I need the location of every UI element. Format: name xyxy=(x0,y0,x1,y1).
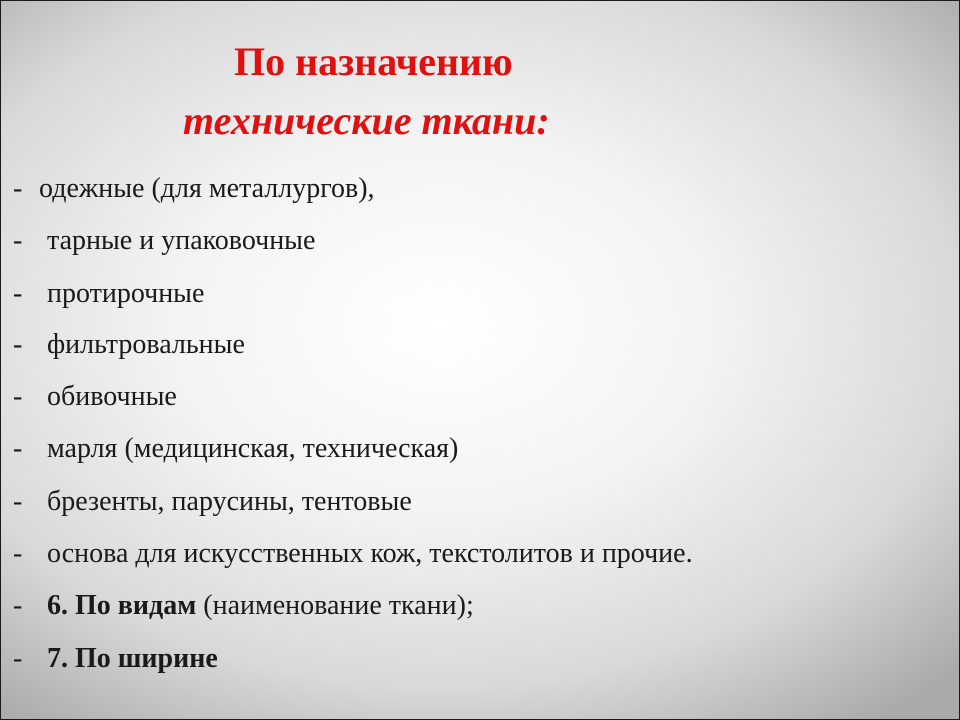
list-dash: - xyxy=(13,433,23,464)
list-dash: - xyxy=(13,278,23,309)
list-dash: - xyxy=(13,643,23,674)
list-item-text: протирочные xyxy=(47,278,205,309)
list-item-rest-text: (наименование ткани); xyxy=(196,590,474,621)
list-item-text: тарные и упаковочные xyxy=(47,225,316,256)
list-dash: - xyxy=(13,590,23,621)
list-item-text xyxy=(47,589,474,623)
list-dash: - xyxy=(13,538,23,569)
slide-title-line-1: По назначению xyxy=(234,39,513,84)
list-dash: - xyxy=(13,329,23,360)
list-item-text: марля (медицинская, техническая) xyxy=(47,433,459,464)
list-item-bold-text: 6. По видам xyxy=(47,590,197,621)
list-item-text: обивочные xyxy=(47,381,177,412)
list-dash: - xyxy=(13,225,23,256)
list-item-text: одежные (для металлургов), xyxy=(39,173,375,204)
list-item-text: брезенты, парусины, тентовые xyxy=(47,486,412,517)
list-item-bold-text: 7. По ширине xyxy=(47,643,218,674)
list-dash: - xyxy=(13,173,23,204)
slide-title-line-2: технические ткани: xyxy=(183,98,550,143)
list-dash: - xyxy=(13,381,23,412)
list-item-text: фильтровальные xyxy=(47,329,245,360)
list-item-text: основа для искусственных кож, текстолитов и прочие. xyxy=(47,538,693,569)
list-dash: - xyxy=(13,486,23,517)
